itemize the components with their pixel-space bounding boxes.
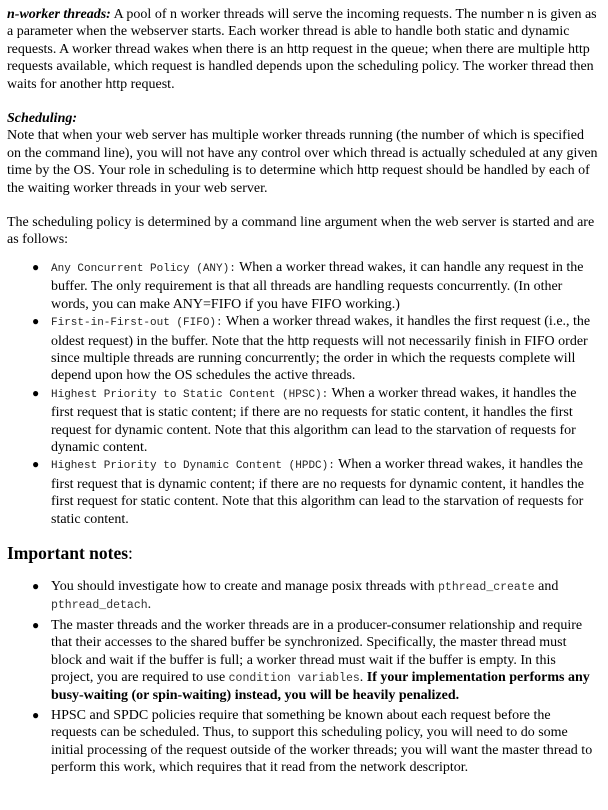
important-notes-title: Important notes [7,542,129,563]
intro-heading: n-worker threads: [7,7,111,22]
bullet-icon: ● [32,707,40,722]
policy-code: Highest Priority to Dynamic Content (HPDC): [51,460,335,473]
note-text: You should investigate how to create and manage posix threads with [51,578,439,594]
policy-code: First-in-First-out (FIFO): [51,317,223,330]
bullet-icon: ● [32,457,40,472]
important-notes-heading [7,542,599,564]
list-item [32,385,599,457]
note-code: condition variables [228,672,360,685]
note-text: HPSC and SPDC policies require that something be known about each request before the requests can be scheduled. Thus, to support this scheduling policy, you will need to do some initial processing of the request outside of the worker threads; you will want the master thread to perform this work, which requires that it read from the network descriptor. [51,707,593,776]
bullet-icon: ● [32,578,40,593]
scheduling-heading: Scheduling: [7,111,78,127]
intro-text: A pool of n worker threads will serve the incoming requests. The number n is given as a parameter when the webserver starts. Each worker thread is able to handle both static and dynamic requests. A worker thread wakes when there is an http request in the queue; when there are multiple http requests available, which request is handled depends upon the scheduling policy. The worker thread then waits for another http request. [7,7,597,92]
list-item [32,456,599,528]
bullet-icon: ● [32,314,40,329]
policy-text: When a worker thread wakes, it handles the first request that is dynamic content; if there are no requests for dynamic content, it handles the first request for static content. Note that this algorithm can lead to the starvation of requests for static content. [51,457,584,527]
note-text: . [359,670,367,685]
note-code: pthread_detach [51,599,148,613]
policy-code: Highest Priority to Static Content (HPSC): [51,388,329,401]
note-code: pthread_create [438,580,535,594]
policy-text: When a worker thread wakes, it can handle any request in the buffer. The only requirement is that all threads are handling requests concurrently. (In other words, you can make ANY=FIFO if you have FIFO working.) [51,259,584,312]
list-item [32,707,599,777]
list-item [32,617,599,705]
list-item [32,313,599,385]
bullet-icon: ● [32,617,40,632]
policy-intro-paragraph: The scheduling policy is determined by a command line argument when the web server is started and are as follows: [7,215,595,248]
note-text: The master threads and the worker threads are in a producer-consumer relationship and require that their accesses to the shared buffer be synchronized. Specifically, the master thread must block and wait if the buffer is full; a worker thread must wait if the buffer is empty. In this project, you are required to use [51,617,583,685]
document-page [7,6,599,778]
list-item [32,259,599,313]
policy-list [7,259,599,528]
intro-paragraph [7,6,599,93]
policy-text: When a worker thread wakes, it handles the first request that is static content; if there are no requests for static content, it handles the first request for dynamic content. Note that this algorithm can lead to the starvation of requests for dynamic content. [51,385,577,455]
scheduling-paragraph: Note that when your web server has multiple worker threads running (the number of which is specified on the command line), you will not have any control over which thread is actually scheduled at any given time by the OS. Your role in scheduling is to determine which http request should be handled by each of the waiting worker threads in your web server. [7,128,598,196]
bullet-icon: ● [32,259,40,274]
important-notes-colon: : [128,542,133,563]
note-text: . [147,597,152,613]
note-bold-warning: If your implementation performs any busy-waiting (or spin-waiting) instead, you will be heavily penalized. [51,670,590,704]
list-item [32,578,599,615]
policy-code: Any Concurrent Policy (ANY): [51,262,236,275]
note-text: and [534,578,559,594]
bullet-icon: ● [32,385,40,400]
policy-text: When a worker thread wakes, it handles the first request (i.e., the oldest request) in the buffer. Note that the http requests will not necessarily finish in FIFO order since multiple threads are running concurrently; the order in which the requests complete will depend upon how the OS schedules the active threads. [51,314,591,384]
notes-list [7,578,599,776]
